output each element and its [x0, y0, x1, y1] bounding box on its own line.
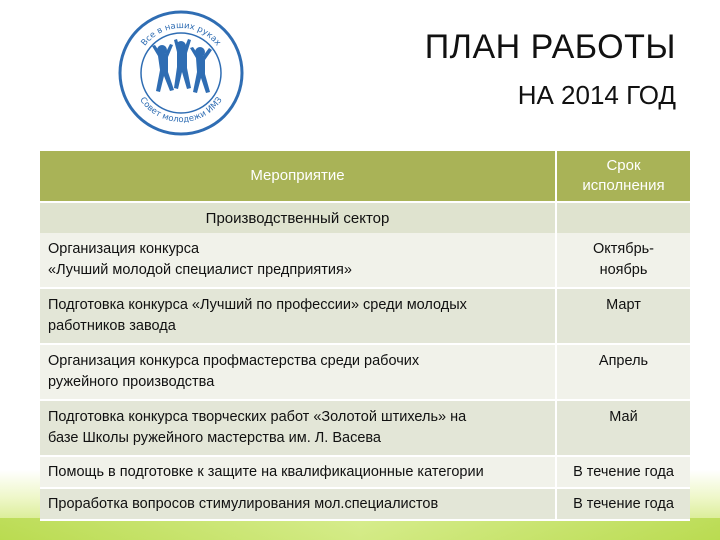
work-plan-table — [40, 151, 690, 521]
term-cell: Март — [556, 288, 690, 344]
term-cell: Апрель — [556, 344, 690, 400]
column-header-event: Мероприятие — [40, 151, 556, 202]
table-row — [40, 488, 690, 520]
section-title: Производственный сектор — [40, 202, 556, 233]
section-empty-cell — [556, 202, 690, 233]
column-header-term: Срок исполнения — [556, 151, 690, 202]
youth-council-logo — [118, 10, 244, 136]
term-cell: В течение года — [556, 488, 690, 520]
event-cell: Организация конкурса профмастерства среди рабочих ружейного производства — [40, 344, 556, 400]
event-cell: Подготовка конкурса творческих работ «Золотой штихель» на базе Школы ружейного мастерства им. Л. Васева — [40, 400, 556, 456]
page-title: ПЛАН РАБОТЫ — [424, 28, 676, 66]
table-row — [40, 400, 690, 456]
term-cell: Октябрь- ноябрь — [556, 233, 690, 288]
event-cell: Проработка вопросов стимулирования мол.специалистов — [40, 488, 556, 520]
page-subtitle: НА 2014 ГОД — [517, 80, 676, 110]
event-cell: Помощь в подготовке к защите на квалификационные категории — [40, 456, 556, 488]
term-cell: В течение года — [556, 456, 690, 488]
term-cell: Май — [556, 400, 690, 456]
table-row — [40, 288, 690, 344]
table-header-row — [40, 151, 690, 202]
table-row — [40, 344, 690, 400]
table-row — [40, 233, 690, 288]
logo-text-top: Все в наших руках — [139, 20, 223, 49]
table-row — [40, 456, 690, 488]
event-cell: Подготовка конкурса «Лучший по профессии» среди молодых работников завода — [40, 288, 556, 344]
section-row — [40, 202, 690, 233]
event-cell: Организация конкурса «Лучший молодой специалист предприятия» — [40, 233, 556, 288]
logo-text-bottom: Совет молодежи ИМЗ — [137, 95, 225, 125]
